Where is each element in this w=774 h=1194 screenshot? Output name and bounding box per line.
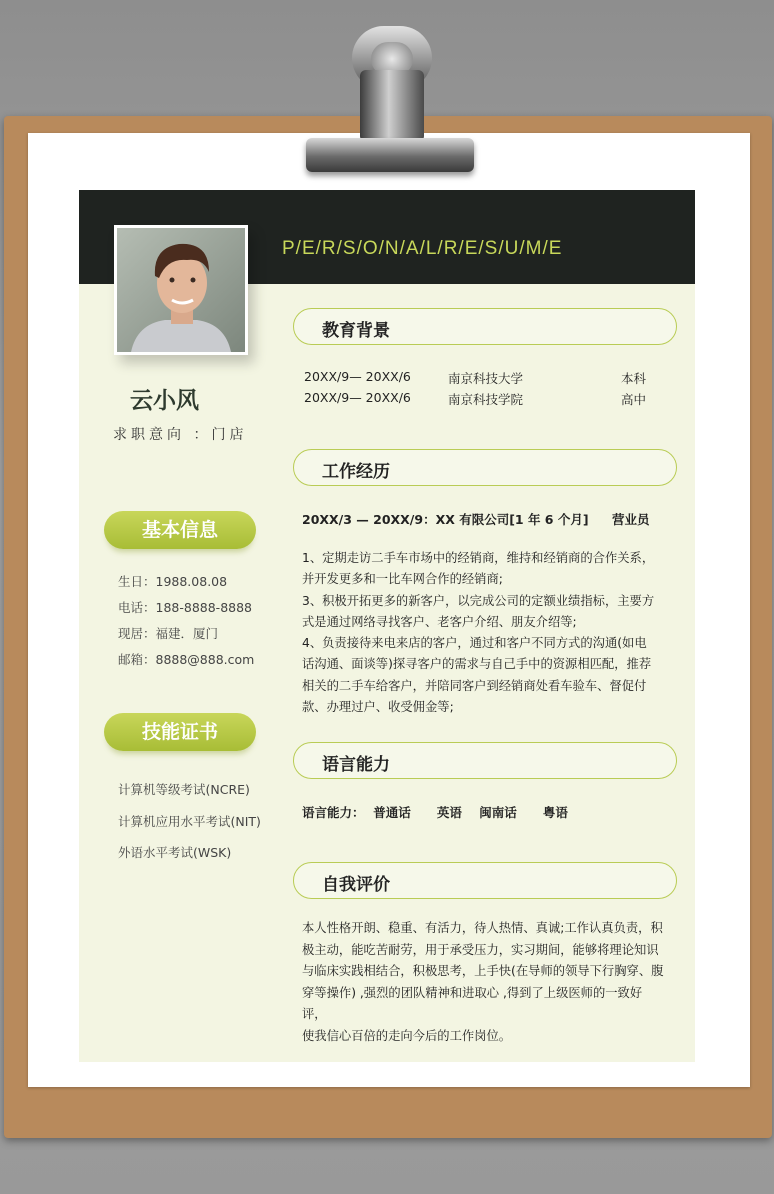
clip-icon — [306, 138, 474, 172]
language-header — [293, 742, 677, 779]
work-description — [302, 548, 664, 718]
work-line: 3、积极开拓更多的新客户，以完成公司的定额业绩指标，主要方 — [302, 593, 655, 608]
edu-degree: 本科 — [621, 371, 647, 386]
edu-degree: 高中 — [621, 392, 647, 407]
work-line: 1、定期走访二手车市场中的经销商，维持和经销商的合作关系， — [302, 551, 655, 565]
avatar — [114, 225, 248, 355]
skill-item: 外语水平考试(WSK) — [118, 845, 232, 860]
work-title: 工作经历 — [322, 462, 390, 482]
edu-date: 20XX/9— 20XX/6 — [304, 390, 411, 405]
work-line: 相关的二手车给客户，并陪同客户到经销商处看车验车、督促付 — [302, 678, 647, 693]
self-line: 本人性格开朗、稳重、有活力，待人热情、真诚;工作认真负责，积 — [302, 921, 663, 935]
resume-title: P/E/R/S/O/N/A/L/R/E/S/U/M/E — [282, 238, 563, 259]
self-eval-title: 自我评价 — [322, 875, 390, 895]
work-role: 营业员 — [612, 512, 650, 527]
work-line: 4、负责接待来电来店的客户，通过和客户不同方式的沟通(如电 — [302, 636, 647, 651]
language-list: 语言能力： 普通话 英语 闽南话 粤语 — [302, 805, 568, 820]
info-birthday: 生日：1988.08.08 — [118, 574, 228, 589]
work-line: 并开发更多和一比车网合作的经销商; — [302, 572, 503, 587]
info-email: 邮箱：8888@888.com — [118, 652, 255, 667]
work-header — [293, 449, 677, 486]
skills-badge: 技能证书 — [104, 713, 256, 751]
self-eval-text — [302, 918, 664, 1047]
skill-item: 计算机等级考试(NCRE) — [118, 782, 250, 797]
self-line: 使我信心百倍的走向今后的工作岗位。 — [302, 1028, 512, 1043]
education-title: 教育背景 — [322, 321, 390, 341]
edu-school: 南京科技学院 — [448, 392, 524, 407]
self-line: 极主动，能吃苦耐劳，用于承受压力，实习期间，能够将理论知识 — [302, 942, 659, 957]
info-location: 现居：福建．厦门 — [118, 626, 219, 641]
education-header — [293, 308, 677, 345]
job-intent: 求职意向 ：门店 — [113, 427, 248, 443]
work-line: 话沟通、面谈等)探寻客户的需求与自己手中的资源相匹配，推荐 — [302, 657, 652, 672]
work-period: 20XX/3 — 20XX/9：XX 有限公司[1 年 6 个月] — [302, 512, 589, 527]
portrait-image — [117, 228, 245, 352]
basic-info-badge: 基本信息 — [104, 511, 256, 549]
self-line: 与临床实践相结合，积极思考，上手快(在导师的领导下行胸穿、腹 — [302, 964, 664, 978]
info-phone: 电话：188-8888-8888 — [118, 600, 253, 615]
edu-school: 南京科技大学 — [448, 371, 524, 386]
language-title: 语言能力 — [322, 755, 390, 775]
work-line: 式是通过网络寻找客户、老客户介绍、朋友介绍等; — [302, 614, 577, 629]
clip-neck — [360, 70, 424, 142]
candidate-name: 云小风 — [130, 388, 199, 414]
skill-item: 计算机应用水平考试(NIT) — [118, 814, 261, 829]
work-line: 款、办理过户、收受佣金等; — [302, 700, 454, 715]
edu-date: 20XX/9— 20XX/6 — [304, 369, 411, 384]
self-line: 穿等操作) ,强烈的团队精神和进取心 ,得到了上级医师的一致好评， — [302, 985, 643, 1021]
self-eval-header — [293, 862, 677, 899]
